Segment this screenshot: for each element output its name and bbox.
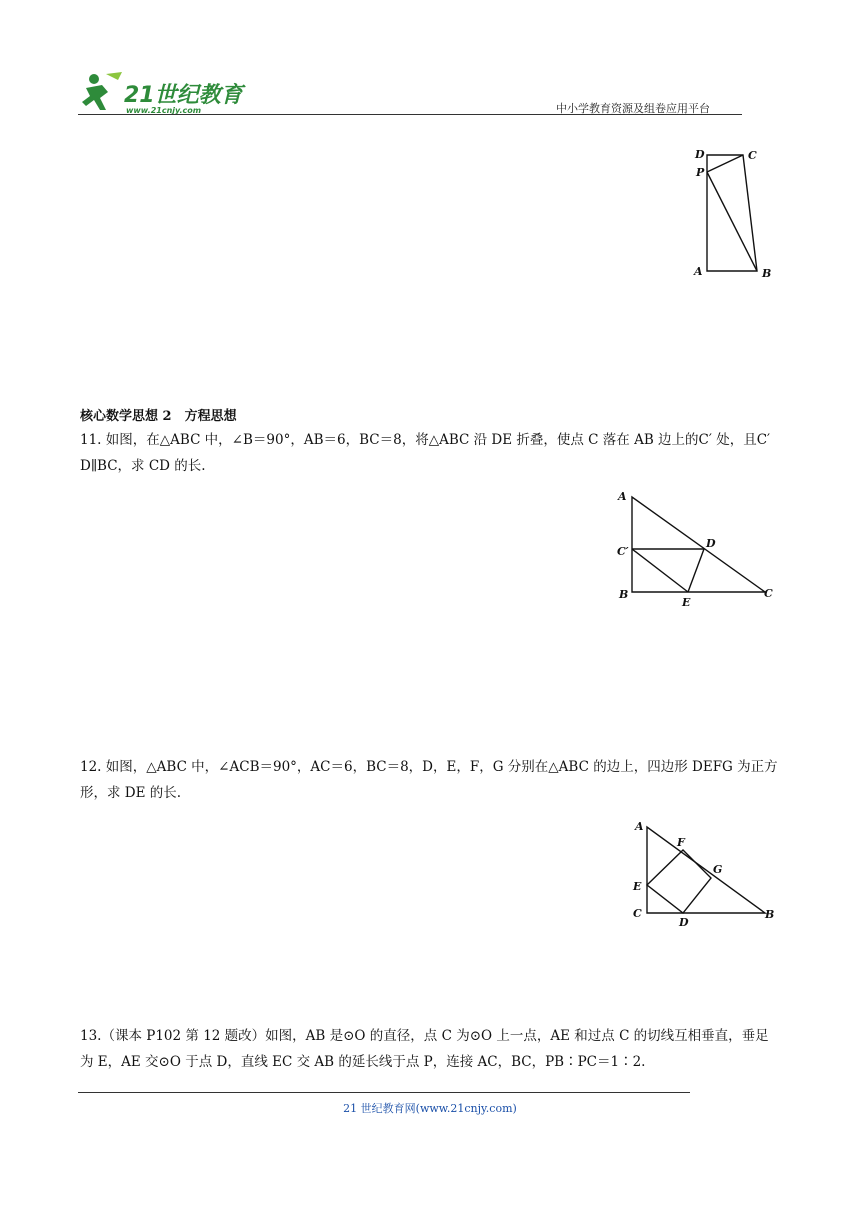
figure-11 — [610, 485, 790, 610]
logo-text: 21世纪教育 — [124, 83, 243, 108]
label-P: P — [696, 166, 705, 179]
runner-icon — [82, 72, 122, 110]
label-A: A — [635, 820, 644, 833]
label-F: F — [677, 836, 685, 849]
label-A: A — [618, 490, 627, 503]
problem-12: 12. 如图，△ABC 中，∠ACB＝90°，AC＝6，BC＝8，D，E，F，G 分别在△ABC 的边上，四边形 DEFG 为正方形，求 DE 的长. — [80, 759, 778, 801]
footer-divider — [78, 1092, 690, 1093]
label-C: C — [633, 907, 642, 920]
label-B: B — [765, 908, 775, 921]
label-E: E — [682, 596, 691, 609]
problem-13: 13.（课本 P102 第 12 题改）如图，AB 是⊙O 的直径，点 C 为⊙O 上一点，AE 和过点 C 的切线互相垂直，垂足为 E，AE 交⊙O 于点 D，直线 EC 交 AB 的延长线于点 P，连接 AC，BC，PB∶PC＝1∶2. — [80, 1028, 769, 1070]
segment-C-prime-E — [632, 549, 688, 592]
triangle-ABC — [632, 497, 765, 592]
segment-PB — [707, 172, 757, 271]
label-D: D — [695, 148, 705, 161]
label-B: B — [762, 267, 772, 280]
problem-11: 11. 如图，在△ABC 中，∠B＝90°，AB＝6，BC＝8，将△ABC 沿 DE 折叠，使点 C 落在 AB 边上的C′ 处，且C′ D∥BC，求 CD 的长. — [80, 432, 771, 474]
label-C-prime: C′ — [617, 545, 629, 558]
triangle-ABC — [647, 827, 765, 913]
header-divider — [78, 114, 742, 115]
site-logo — [78, 70, 258, 116]
segment-PC — [707, 155, 743, 172]
logo-url: www.21cnjy.com — [126, 106, 202, 115]
section-title: 核心数学思想 2 方程思想 — [80, 409, 237, 424]
label-C: C — [748, 149, 757, 162]
quadrilateral-ABCD — [707, 155, 757, 271]
footer-link[interactable]: 21 世纪教育网(www.21cnjy.com) — [343, 1102, 517, 1115]
label-D: D — [706, 537, 716, 550]
label-G: G — [713, 863, 723, 876]
label-D: D — [679, 916, 689, 929]
figure-12 — [625, 815, 785, 933]
label-E: E — [633, 880, 642, 893]
label-C: C — [764, 587, 773, 600]
label-B: B — [619, 588, 629, 601]
segment-DE — [688, 549, 704, 592]
platform-name: 中小学教育资源及组卷应用平台 — [556, 102, 710, 115]
label-A: A — [694, 265, 703, 278]
square-DEFG — [647, 850, 711, 913]
figure-10 — [690, 145, 790, 285]
